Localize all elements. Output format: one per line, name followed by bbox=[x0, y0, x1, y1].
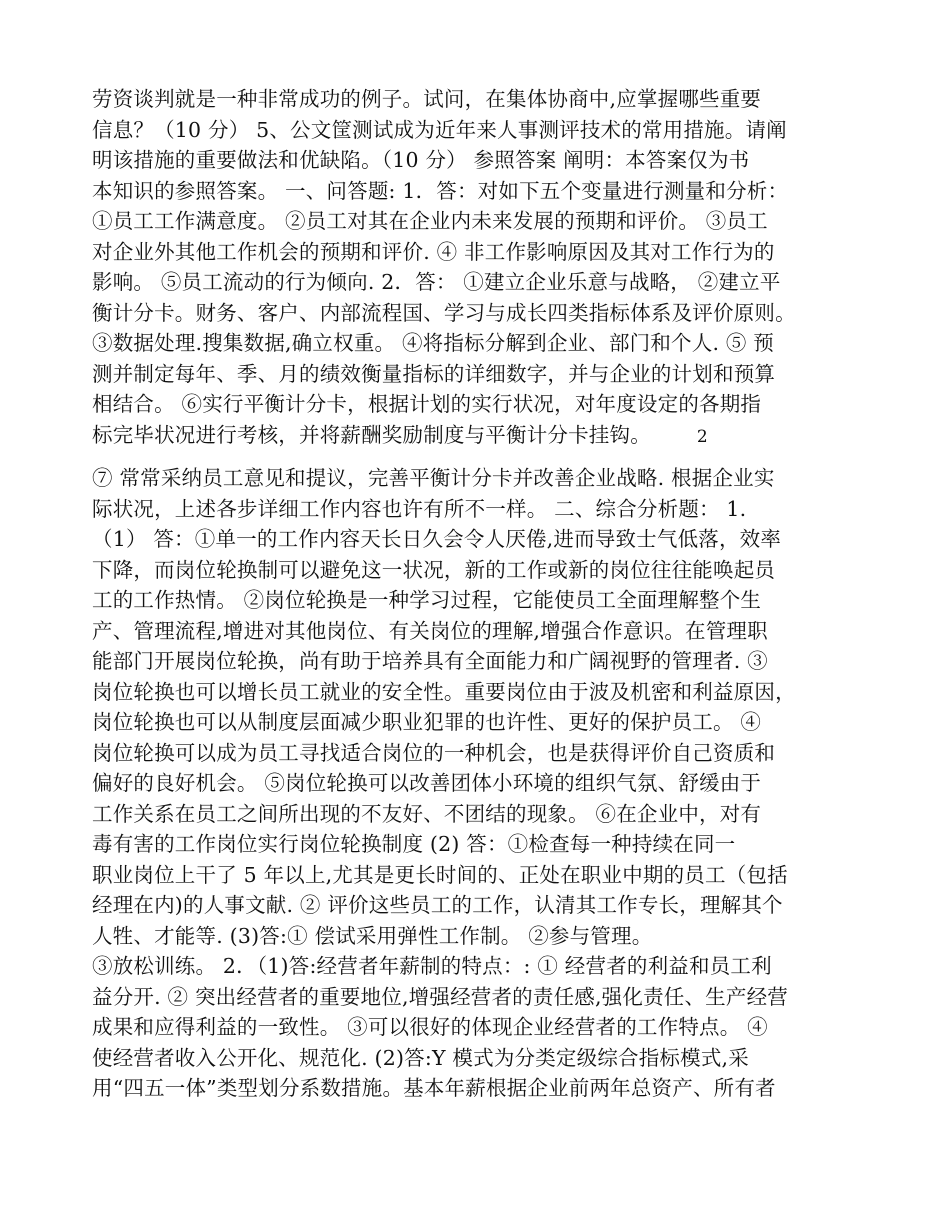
text-line: 测并制定每年、季、月的绩效衡量指标的详细数字，并与企业的计划和预算 bbox=[92, 361, 776, 386]
text-line: ⑦ 常常采纳员工意见和提议，完善平衡计分卡并改善企业战略. 根据企业实 bbox=[92, 466, 775, 490]
text-line: 岗位轮换可以成为员工寻找适合岗位的一种机会，也是获得评价自己资质和 bbox=[92, 740, 776, 765]
text-line: 使经营者收入公开化、规范化. (2)答:Y 模式为分类定级综合指标模式,采 bbox=[92, 1045, 749, 1070]
text-line: 人牲、才能等. (3)答:① 偿试采用弹性工作制。 ②参与管理。 bbox=[92, 923, 653, 948]
text-line: 本知识的参照答案。 一、问答题: 1．答：对如下五个变量进行测量和分析： bbox=[92, 178, 789, 203]
text-line: 益分开. ② 突出经营者的重要地位,增强经营者的责任感,强化责任、生产经营 bbox=[92, 984, 788, 1009]
text-line: 衡计分卡。财务、客户、内部流程国、学习与成长四类指标体系及评价原则。 bbox=[92, 300, 796, 325]
text-line: 影响。 ⑤员工流动的行为倾向. 2．答： ①建立企业乐意与战略， ②建立平 bbox=[92, 270, 781, 294]
text-line: 际状况，上述各步详细工作内容也许有所不一样。 二、综合分析题： 1. bbox=[92, 496, 747, 521]
text-line-content: 标完毕状况进行考核，并将薪酬奖励制度与平衡计分卡挂钩。 bbox=[92, 422, 651, 447]
text-line: 成果和应得利益的一致性。 ③可以很好的体现企业经营者的工作特点。 ④ bbox=[92, 1015, 768, 1039]
text-line: ③放松训练。 2．（1)答:经营者年薪制的特点：: ① 经营者的利益和员工利 bbox=[92, 954, 772, 978]
text-line: 信息？（10 分） 5、公文筐测试成为近年来人事测评技术的常用措施。请阐 bbox=[92, 117, 787, 142]
text-line: 岗位轮换也可以从制度层面减少职业犯罪的也许性、更好的保护员工。 ④ bbox=[92, 710, 762, 734]
text-line: 用“四五一体”类型划分系数措施。基本年薪根据企业前两年总资产、所有者 bbox=[92, 1076, 776, 1100]
text-line: 产、管理流程,增进对其他岗位、有关岗位的理解,增强合作意识。在管理职 bbox=[92, 618, 768, 643]
text-line: 毒有害的工作岗位实行岗位轮换制度 (2) 答：①检查每一种持续在同一 bbox=[92, 832, 736, 856]
text-block-top bbox=[92, 84, 872, 450]
text-line: 经理在内)的人事文献. ② 评价这些员工的工作，认清其工作专长，理解其个 bbox=[92, 893, 783, 917]
text-line: 明该措施的重要做法和优缺陷。（10 分） 参照答案 阐明：本答案仅为书 bbox=[92, 148, 750, 172]
text-line: 职业岗位上干了 5 年以上,尤其是更长时间的、正处在职业中期的员工（包括 bbox=[92, 862, 788, 887]
text-line: 能部门开展岗位轮换，尚有助于培养具有全面能力和广阔视野的管理者. ③ bbox=[92, 649, 768, 673]
text-line: （1） 答：①单一的工作内容天长日久会令人厌倦,进而导致士气低落，效率 bbox=[92, 527, 782, 551]
text-line: 对企业外其他工作机会的预期和评价. ④ 非工作影响原因及其对工作行为的 bbox=[92, 239, 775, 264]
text-block-bottom bbox=[92, 463, 872, 1104]
text-line: ①员工工作满意度。 ②员工对其在企业内未来发展的预期和评价。 ③员工 bbox=[92, 209, 768, 233]
text-line: 劳资谈判就是一种非常成功的例子。试问，在集体协商中,应掌握哪些重要 bbox=[92, 87, 762, 111]
text-line-with-page-number bbox=[92, 420, 872, 451]
text-line: 岗位轮换也可以增长员工就业的安全性。重要岗位由于波及机密和利益原因， bbox=[92, 679, 796, 704]
text-line: 下降，而岗位轮换制可以避免这一状况，新的工作或新的岗位往往能唤起员 bbox=[92, 557, 776, 582]
text-line: 偏好的良好机会。 ⑤岗位轮换可以改善团体小环境的组织气氛、舒缓由于 bbox=[92, 771, 762, 795]
text-line: ③数据处理.搜集数据,确立权重。 ④将指标分解到企业、部门和个人. ⑤ 预 bbox=[92, 331, 774, 355]
text-line: 相结合。 ⑥实行平衡计分卡，根据计划的实行状况，对年度设定的各期指 bbox=[92, 392, 762, 416]
page-number: 2 bbox=[696, 426, 708, 447]
text-line: 工作关系在员工之间所出现的不友好、不团结的现象。 ⑥在企业中，对有 bbox=[92, 801, 762, 826]
text-line: 工的工作热情。 ②岗位轮换是一种学习过程，它能使员工全面理解整个生 bbox=[92, 588, 762, 612]
